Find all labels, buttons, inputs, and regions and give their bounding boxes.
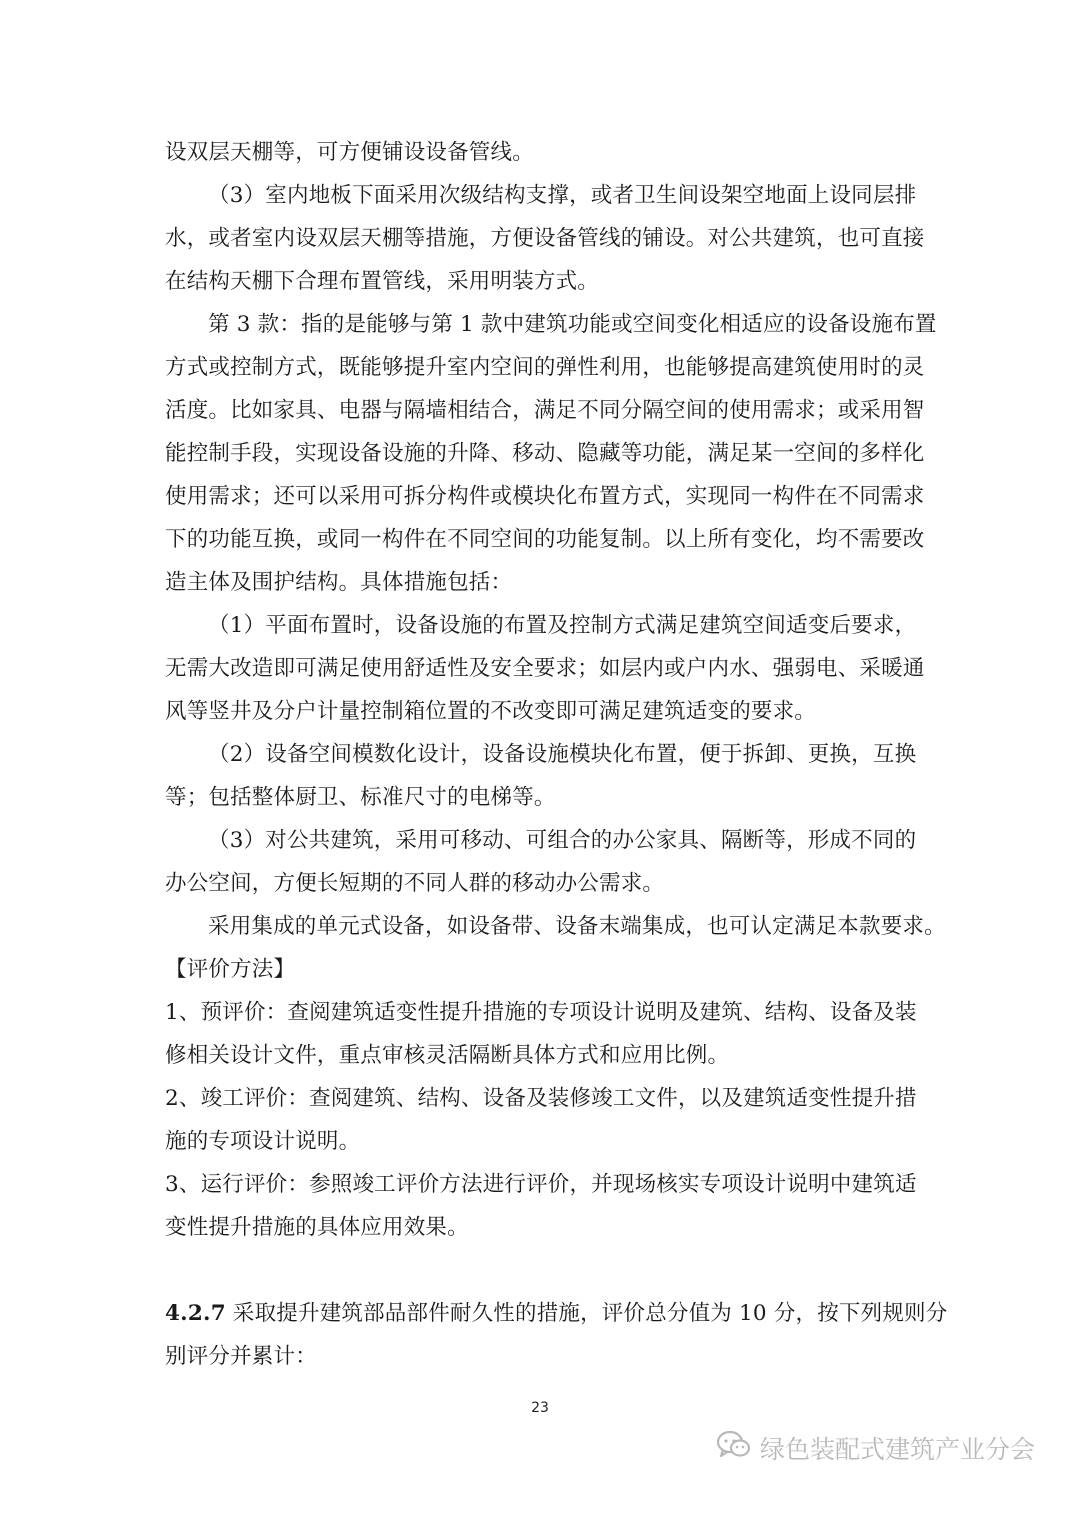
- clause-line: [165, 1292, 948, 1335]
- text-line: 等；包括整体厨卫、标准尺寸的电梯等。: [165, 785, 556, 810]
- text-line: 第 3 款：指的是能够与第 1 款中建筑功能或空间变化相适应的设备设施布置: [208, 312, 937, 337]
- text-line: 设双层天棚等，可方便铺设设备管线。: [165, 140, 534, 165]
- text-line: 无需大改造即可满足使用舒适性及安全要求；如层内或户内水、强弱电、采暖通: [165, 656, 925, 681]
- text-line: 3、运行评价：参照竣工评价方法进行评价，并现场核实专项设计说明中建筑适: [165, 1172, 917, 1197]
- text-line: （2）设备空间模数化设计，设备设施模块化布置，便于拆卸、更换，互换: [208, 742, 917, 767]
- text-line: 办公空间，方便长短期的不同人群的移动办公需求。: [165, 871, 665, 896]
- text-line: （1）平面布置时，设备设施的布置及控制方式满足建筑空间适变后要求，: [208, 613, 917, 638]
- text-line: 风等竖井及分户计量控制箱位置的不改变即可满足建筑适变的要求。: [165, 699, 817, 724]
- clause-line: 别评分并累计：: [165, 1344, 317, 1369]
- text-line: 采用集成的单元式设备，如设备带、设备末端集成，也可认定满足本款要求。: [208, 914, 946, 939]
- text-line: 施的专项设计说明。: [165, 1129, 361, 1154]
- text-line: 活度。比如家具、电器与隔墙相结合，满足不同分隔空间的使用需求；或采用智: [165, 398, 925, 423]
- clause-number: 4.2.7: [165, 1301, 226, 1326]
- watermark: [716, 1426, 1035, 1470]
- text-line: 下的功能互换，或同一构件在不同空间的功能复制。以上所有变化，均不需要改: [165, 527, 925, 552]
- text-line: 能控制手段，实现设备设施的升降、移动、隐藏等功能，满足某一空间的多样化: [165, 441, 925, 466]
- text-line: 方式或控制方式，既能够提升室内空间的弹性利用，也能够提高建筑使用时的灵: [165, 355, 925, 380]
- text-line: （3）对公共建筑，采用可移动、可组合的办公家具、隔断等，形成不同的: [208, 828, 917, 853]
- wechat-icon: [716, 1429, 760, 1467]
- clause-text: 采取提升建筑部品部件耐久性的措施，评价总分值为 10 分，按下列规则分: [225, 1301, 948, 1326]
- text-line: 在结构天棚下合理布置管线，采用明装方式。: [165, 269, 600, 294]
- body-text: [165, 131, 948, 1378]
- text-line: 2、竣工评价：查阅建筑、结构、设备及装修竣工文件，以及建筑适变性提升措: [165, 1086, 917, 1111]
- text-line: 使用需求；还可以采用可拆分构件或模块化布置方式，实现同一构件在不同需求: [165, 484, 925, 509]
- section-heading: 【评价方法】: [165, 957, 296, 982]
- paragraph-gap: [165, 1249, 917, 1292]
- text-line: 1、预评价：查阅建筑适变性提升措施的专项设计说明及建筑、结构、设备及装: [165, 1000, 917, 1025]
- text-line: 修相关设计文件，重点审核灵活隔断具体方式和应用比例。: [165, 1043, 730, 1068]
- watermark-text: 绿色装配式建筑产业分会: [760, 1435, 1036, 1464]
- text-line: 造主体及围护结构。具体措施包括：: [165, 570, 513, 595]
- text-line: 变性提升措施的具体应用效果。: [165, 1215, 469, 1240]
- page-number: 23: [531, 1400, 549, 1416]
- text-line: 水，或者室内设双层天棚等措施，方便设备管线的铺设。对公共建筑，也可直接: [165, 226, 925, 251]
- text-line: （3）室内地板下面采用次级结构支撑，或者卫生间设架空地面上设同层排: [208, 183, 917, 208]
